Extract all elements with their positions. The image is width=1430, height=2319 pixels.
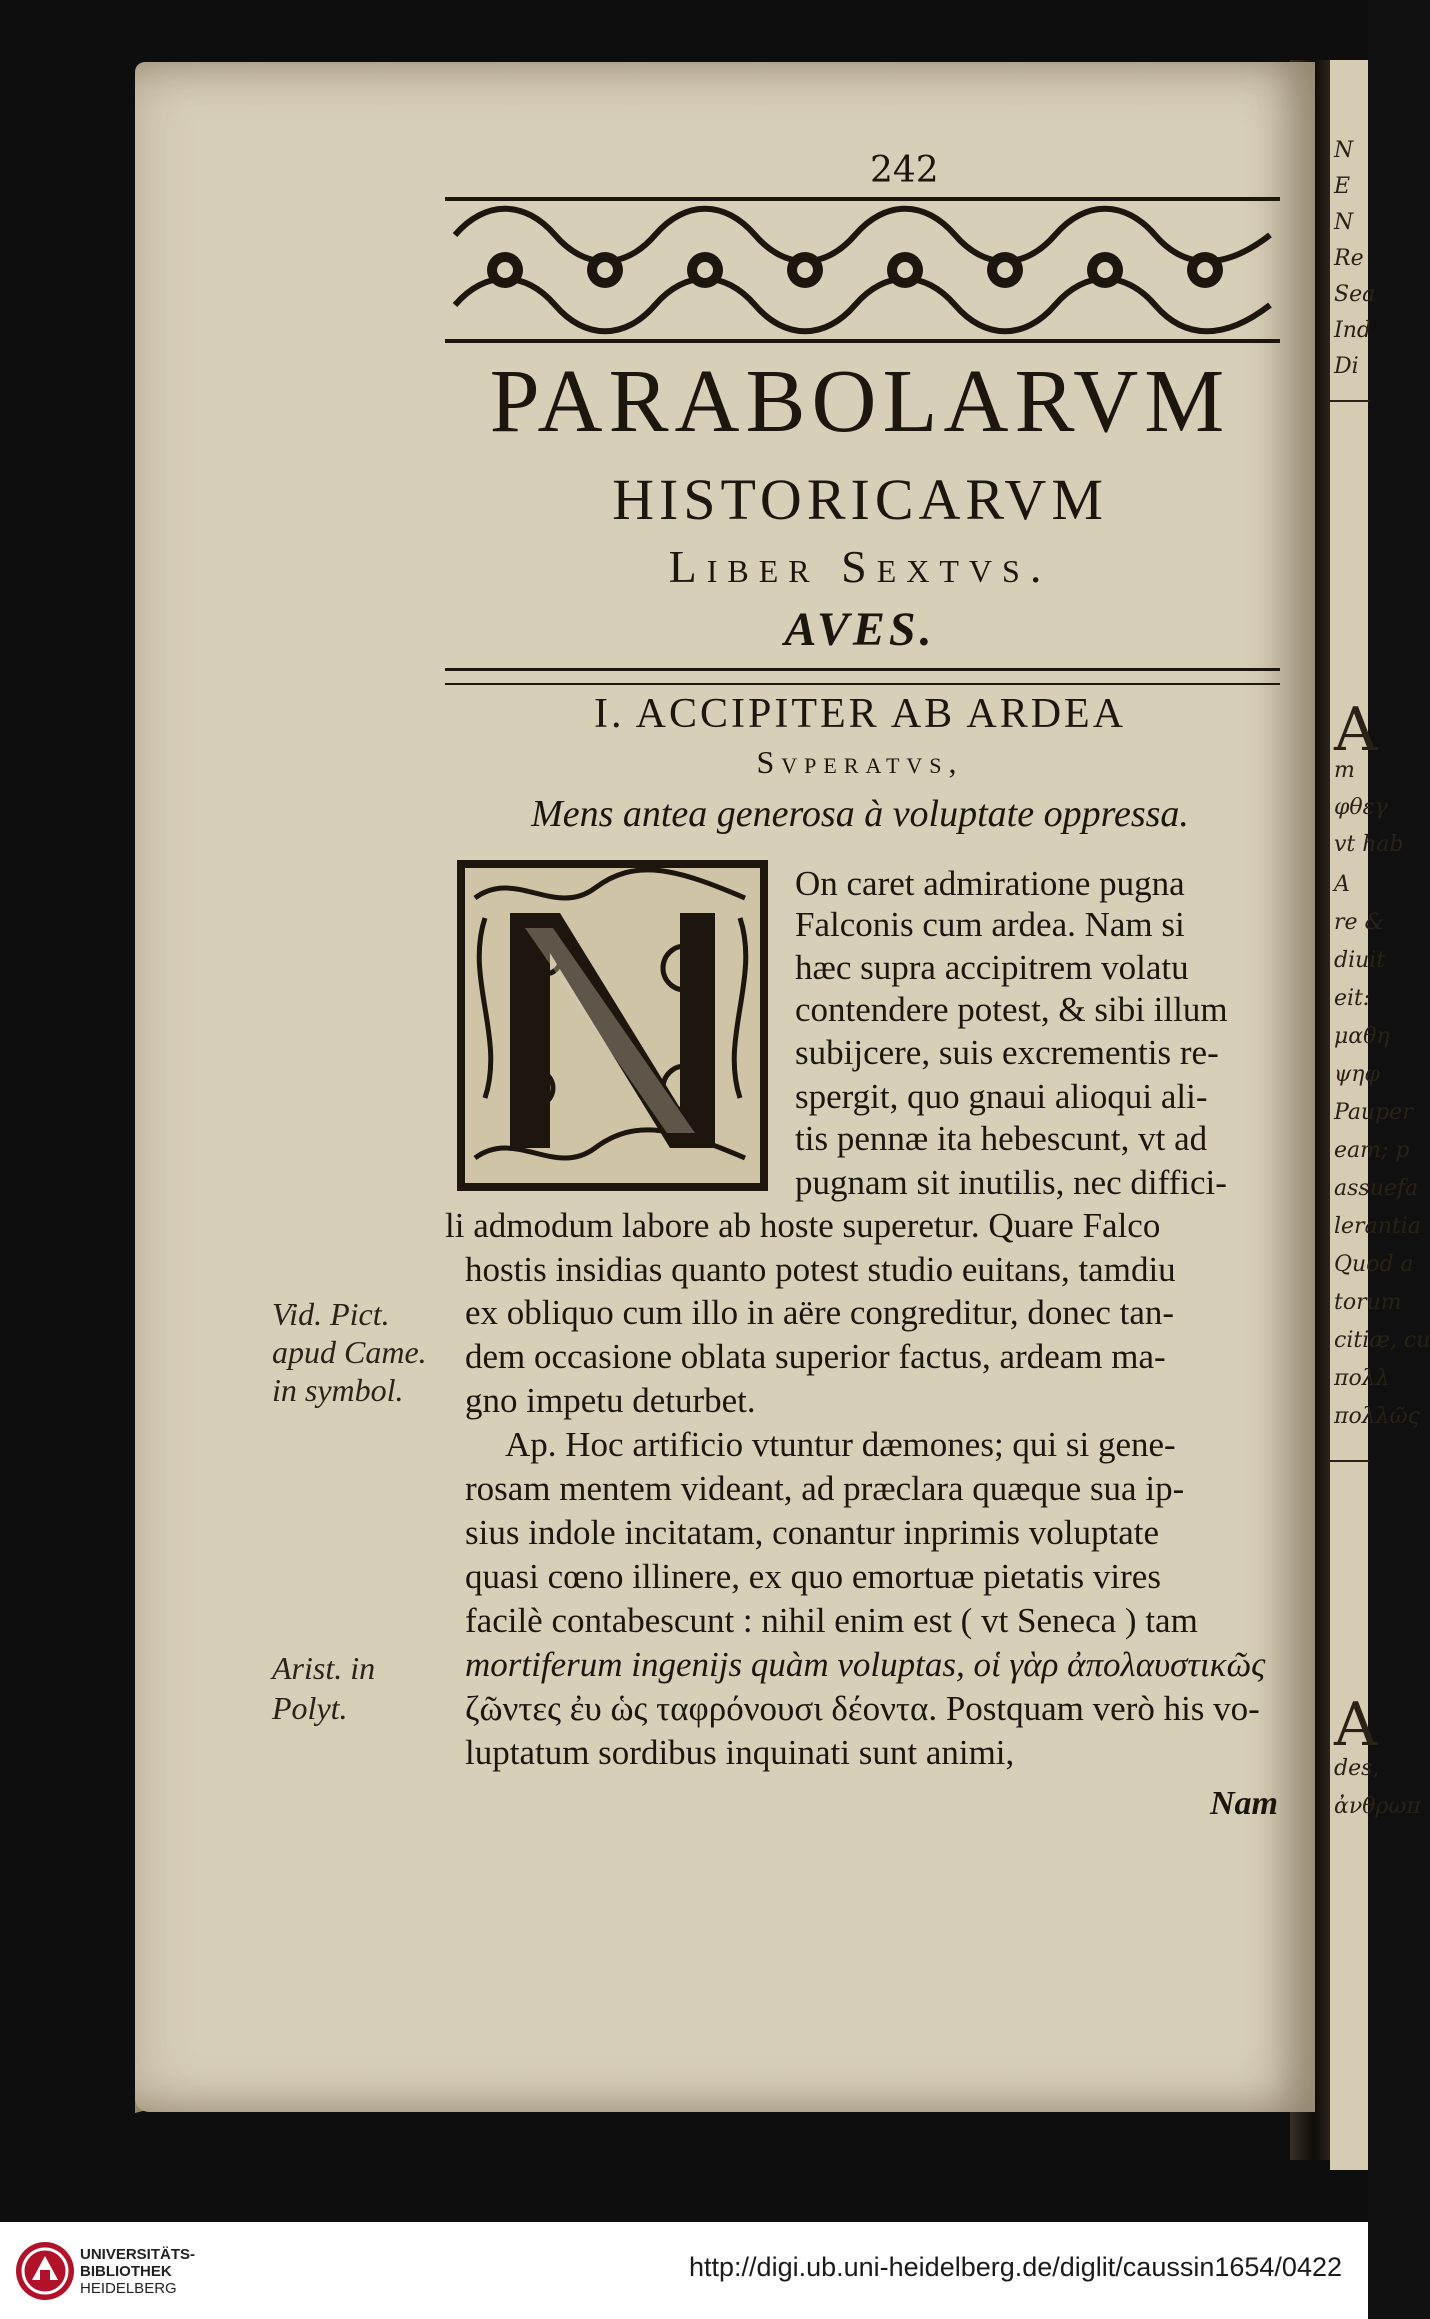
- body-line: mortiferum ingenijs quàm voluptas, οἱ γὰρ ἀπολαυστικῶς: [465, 1645, 1266, 1684]
- next-page-text: assuefa: [1334, 1176, 1419, 1201]
- next-page-text: μαθη: [1334, 1024, 1390, 1049]
- logo-line: HEIDELBERG: [80, 2280, 177, 2297]
- chapter-heading: I. ACCIPITER AB ARDEA: [593, 691, 1127, 737]
- body-line: On caret admiratione pugna: [795, 864, 1185, 903]
- next-page-text: Sea: [1334, 282, 1376, 307]
- next-page-text: ψηφ: [1334, 1062, 1380, 1087]
- next-page-text: torum: [1334, 1290, 1402, 1315]
- body-line: li admodum labore ab hoste superetur. Quare Falco: [445, 1206, 1161, 1245]
- next-page-text: πολλ: [1334, 1366, 1390, 1391]
- ornament-band-icon: [445, 195, 1280, 345]
- logo-line: BIBLIOTHEK: [80, 2263, 172, 2280]
- page-number: 242: [870, 150, 939, 191]
- section-title: AVES.: [784, 603, 936, 656]
- body-line: subijcere, suis excrementis re-: [795, 1033, 1219, 1072]
- body-line: sius indole incitatam, conantur inprimis voluptate: [465, 1513, 1160, 1552]
- next-page-text: m: [1334, 758, 1355, 783]
- body-line: rosam mentem videant, ad præclara quæque sua ip-: [465, 1469, 1185, 1508]
- body-line: tis pennæ ita hebescunt, vt ad: [795, 1119, 1208, 1158]
- book-part: Liber Sextvs.: [668, 541, 1052, 592]
- body-line: hostis insidias quanto potest studio euitans, tamdiu: [465, 1250, 1176, 1289]
- body-line: Ap. Hoc artificio vtuntur dæmones; qui si gene-: [505, 1425, 1176, 1464]
- margin-note: Vid. Pict.: [272, 1296, 390, 1332]
- next-page-text: vt hab: [1334, 832, 1404, 857]
- book-subtitle: HISTORICARVM: [612, 467, 1108, 532]
- next-page-text: lerantia: [1334, 1214, 1421, 1239]
- next-page-text: πολλῶς: [1334, 1404, 1420, 1429]
- next-page-text: diuit: [1334, 948, 1386, 973]
- margin-note: in symbol.: [272, 1372, 404, 1408]
- body-line: ζῶντες ἐυ ὡς ταφρόνουσι δέοντα. Postquam verò his vo-: [465, 1689, 1260, 1728]
- catchword: Nam: [1210, 1785, 1278, 1822]
- next-page-text: re &: [1334, 910, 1385, 935]
- next-page-rule: [1330, 1460, 1370, 1462]
- body-line: facilè contabescunt : nihil enim est ( vt Seneca ) tam: [465, 1601, 1198, 1640]
- next-page-text: ἀνθρωπ: [1334, 1794, 1421, 1819]
- next-page-text: Di: [1334, 354, 1359, 379]
- body-line: gno impetu deturbet.: [465, 1381, 756, 1420]
- next-page-text: citiæ, cu: [1334, 1328, 1430, 1353]
- body-line: luptatum sordibus inquinati sunt animi,: [465, 1733, 1015, 1772]
- decorated-initial-n-icon: [455, 858, 770, 1193]
- body-line: hæc supra accipitrem volatu: [795, 948, 1189, 987]
- source-url-link[interactable]: http://digi.ub.uni-heidelberg.de/diglit/caussin1654/0422: [689, 2252, 1342, 2282]
- margin-note: apud Came.: [272, 1334, 427, 1370]
- body-line: ex obliquo cum illo in aëre congreditur, donec tan-: [465, 1293, 1175, 1332]
- margin-note: Arist. in: [272, 1650, 376, 1686]
- next-page-initial: A: [1334, 695, 1378, 765]
- divider: [445, 668, 1280, 685]
- next-page-text: Ind: [1334, 318, 1371, 343]
- chapter-subheading: Svperatvs,: [756, 744, 964, 780]
- margin-note: Polyt.: [272, 1690, 348, 1726]
- next-page-text: Pauper: [1334, 1100, 1413, 1125]
- next-page-text: des,: [1334, 1756, 1380, 1781]
- footer-bar: [0, 2222, 1368, 2319]
- body-line: Falconis cum ardea. Nam si: [795, 905, 1185, 944]
- body-line: quasi cœno illinere, ex quo emortuæ pietatis vires: [465, 1557, 1161, 1596]
- next-page-text: eam; p: [1334, 1138, 1410, 1163]
- next-page-text: eit:: [1334, 986, 1371, 1011]
- next-page-rule: [1330, 400, 1370, 402]
- next-page-edge: [1330, 60, 1430, 2170]
- book-title: PARABOLARVM: [489, 352, 1231, 451]
- body-line: spergit, quo gnaui alioqui ali-: [795, 1077, 1208, 1116]
- logo-line: UNIVERSITÄTS-: [80, 2246, 196, 2263]
- next-page-initial: A: [1334, 1690, 1378, 1760]
- next-page-text: A: [1334, 872, 1350, 897]
- next-page-text: N: [1334, 210, 1354, 235]
- body-line: pugnam sit inutilis, nec diffici-: [795, 1163, 1227, 1202]
- next-page-text: Re: [1334, 246, 1364, 271]
- next-page-text: φθεγ: [1334, 795, 1388, 820]
- library-logo-text: [80, 2246, 195, 2297]
- body-line: dem occasione oblata superior factus, ardeam ma-: [465, 1337, 1166, 1376]
- next-page-text: N: [1334, 138, 1354, 163]
- next-page-text: E: [1334, 174, 1351, 199]
- next-page-text: Quod a: [1334, 1252, 1414, 1277]
- body-line: contendere potest, & sibi illum: [795, 990, 1228, 1029]
- chapter-motto: Mens antea generosa à voluptate oppressa.: [531, 793, 1189, 835]
- university-seal-icon: [14, 2240, 76, 2302]
